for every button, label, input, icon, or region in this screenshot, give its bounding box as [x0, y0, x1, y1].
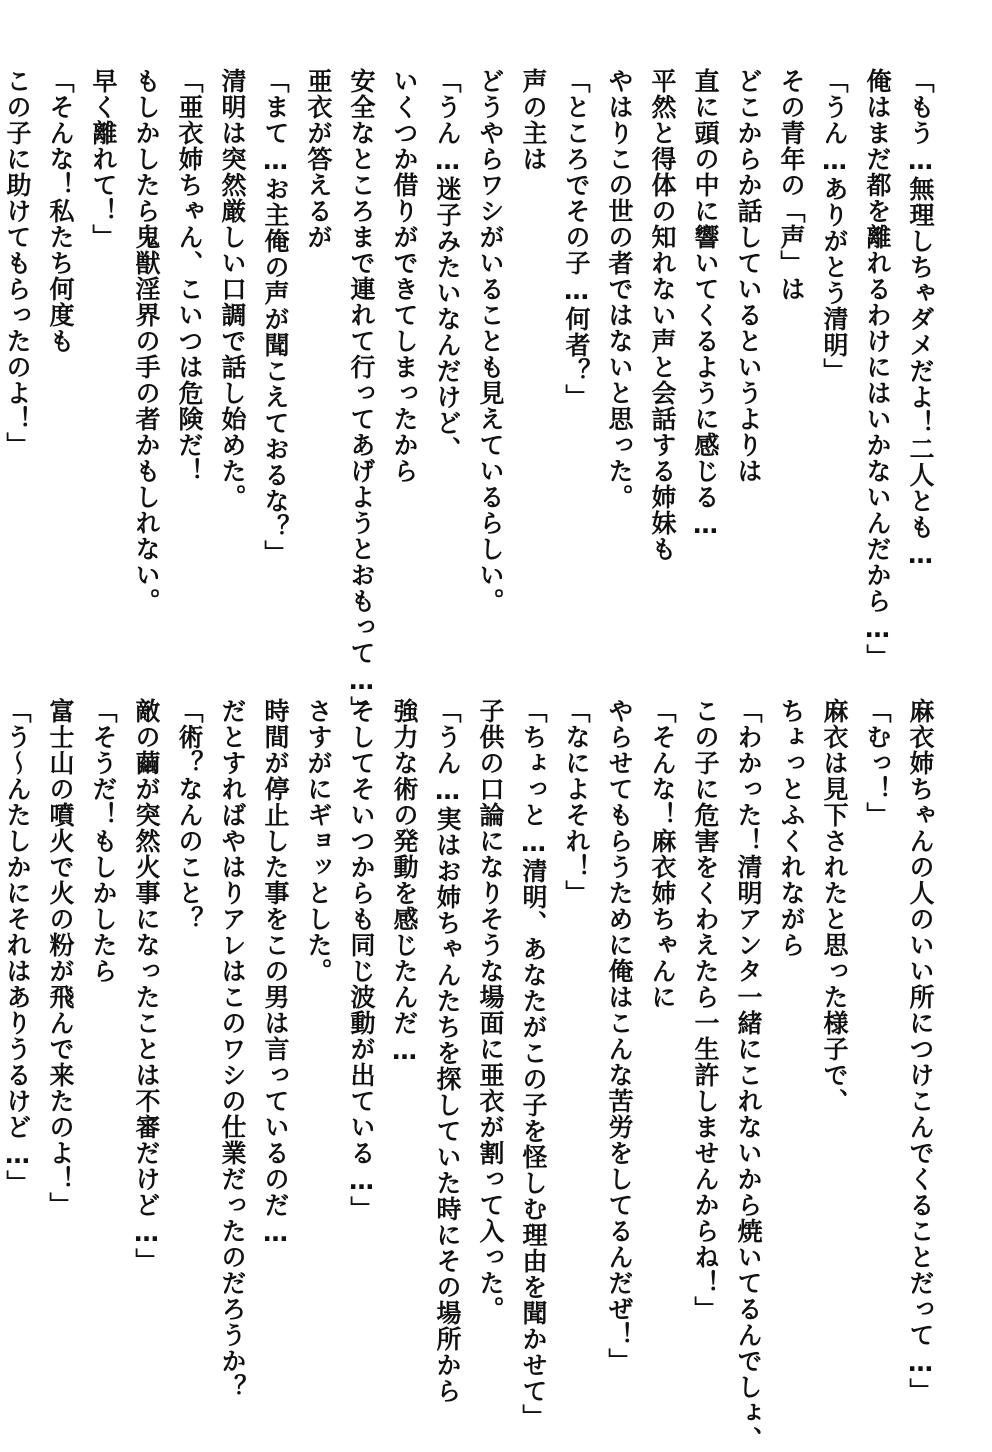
text-column: 「うん…迷子みたいなんだけど、 [433, 68, 462, 462]
text-column: さすがにギョッとした。 [304, 698, 333, 984]
text-column: だとすればやはりアレはこのワシの仕業だったのだろうか？ [218, 698, 247, 1400]
text-column: 「う～んたしかにそれはありうるけど…」 [3, 698, 32, 1196]
text-column: 声の主は [519, 68, 548, 172]
text-column: 敵の繭が突然火事になったことは不審だけど…」 [132, 698, 161, 1274]
text-column: 「そんな！麻衣姉ちゃんに [648, 698, 677, 1010]
text-column: 直に頭の中に響いてくるように感じる… [691, 68, 720, 540]
upper-text-block [0, 68, 942, 722]
text-column: 「術？なんのこと？ [175, 698, 204, 932]
text-column: 「そんな！私たち何度も [46, 68, 75, 354]
text-column: やらせてもらうために俺はこんな苦労をしてるんだぜ！」 [605, 698, 634, 1374]
text-column: いくつか借りができてしまったから [390, 68, 419, 484]
text-column: 早く離れて！」 [89, 68, 118, 250]
text-column: 富士山の噴火で火の粉が飛んで来たのよ！」 [46, 698, 75, 1218]
text-column: 「亜衣姉ちゃん、こいつは危険だ！ [175, 68, 204, 484]
text-column: 亜衣が答えるが [304, 68, 333, 250]
text-column: ちょっとふくれながら [777, 698, 806, 958]
text-column: 「そうだ！もしかしたら [89, 698, 118, 984]
text-column: そしてそいつからも同じ波動が出ている…」 [347, 698, 376, 1222]
text-column: 平然と得体の知れない声と会話する姉妹も [648, 68, 677, 562]
text-column: 「ちょっと…清明、あなたがこの子を怪しむ理由を聞かせて」 [519, 698, 548, 1430]
text-column: 「もう…無理しちゃダメだよ！二人とも… [906, 68, 935, 570]
text-column: 「なによそれ！」 [562, 698, 591, 906]
text-column: もしかしたら鬼獣淫界の手の者かもしれない。 [132, 68, 161, 614]
text-column: 安全なところまで連れて行ってあげようとおもって…」 [347, 68, 376, 722]
text-column: やはりこの世の者ではないと思った。 [605, 68, 634, 510]
text-column: 強力な術の発動を感じたんだ… [390, 698, 419, 1066]
text-column: 「うん…実はお姉ちゃんたちを探していた時にその場所から [433, 698, 462, 1404]
text-column: 子供の口論になりそうな場面に亜衣が割って入った。 [476, 698, 505, 1322]
text-column: 俺はまだ都を離れるわけにはいかないんだから…」 [863, 68, 892, 670]
text-column: 「わかった！清明アンタ一緒にこれないから焼いてるんでしょ、 [734, 698, 763, 1452]
text-column: 「うん…ありがとう清明」 [820, 68, 849, 384]
text-column: 「ところでその子…何者？」 [562, 68, 591, 410]
text-column: 時間が停止した事をこの男は言っているのだ… [261, 698, 290, 1248]
text-column: この子に危害をくわえたら一生許しませんからね！」 [691, 698, 720, 1322]
lower-text-block [0, 698, 942, 1452]
text-column: 清明は突然厳しい口調で話し始めた。 [218, 68, 247, 510]
text-column: どこからか話しているというよりは [734, 68, 763, 484]
text-column: どうやらワシがいることも見えているらしい。 [476, 68, 505, 614]
text-column: この子に助けてもらったのよ！」 [3, 68, 32, 458]
text-column: 「まて…お主俺の声が聞こえておるな？」 [261, 68, 290, 566]
text-column: 麻衣は見下されたと思った様子で、 [820, 698, 849, 1114]
text-column: その青年の「声」は [777, 68, 806, 302]
text-column: 麻衣姉ちゃんの人のいい所につけこんでくることだって…」 [906, 698, 935, 1404]
text-column: 「むっ！」 [863, 698, 892, 828]
